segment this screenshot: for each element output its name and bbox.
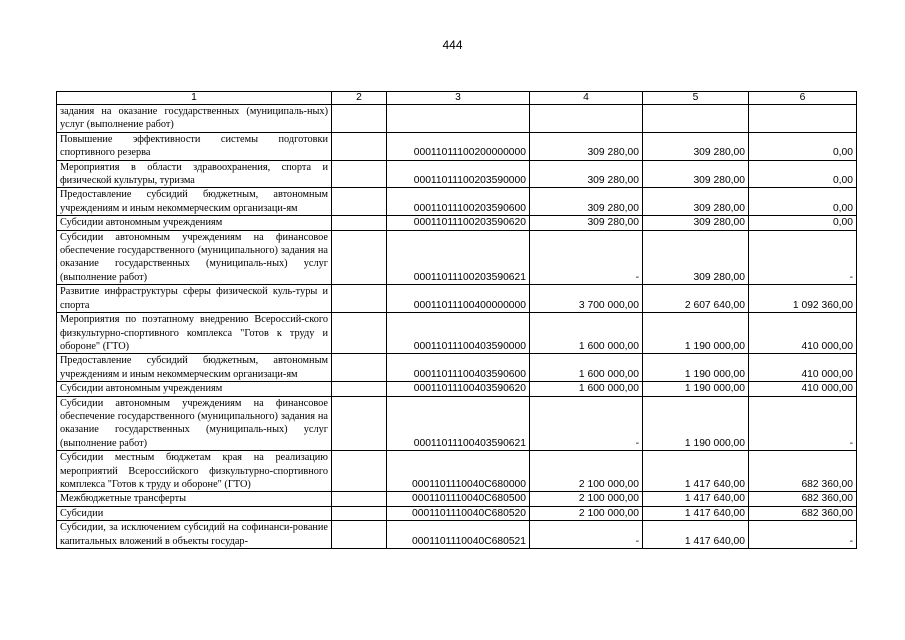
row-amount-col6: 0,00 — [749, 188, 857, 216]
row-amount-col5: 1 417 640,00 — [643, 492, 749, 506]
column-header: 6 — [749, 92, 857, 105]
row-description: Субсидии — [57, 506, 332, 520]
row-amount-col6: - — [749, 230, 857, 285]
row-amount-col6: 682 360,00 — [749, 451, 857, 492]
table-row — [57, 216, 857, 230]
row-amount-col4: 2 100 000,00 — [530, 492, 643, 506]
row-column-2 — [332, 382, 387, 396]
row-column-2 — [332, 506, 387, 520]
table-row — [57, 160, 857, 188]
row-amount-col5: 309 280,00 — [643, 132, 749, 160]
row-amount-col5: 1 417 640,00 — [643, 451, 749, 492]
row-amount-col5: 2 607 640,00 — [643, 285, 749, 313]
row-amount-col4: 1 600 000,00 — [530, 313, 643, 354]
row-amount-col6 — [749, 105, 857, 133]
row-description: Субсидии автономным учреждениям на финансовое обеспечение государственного (муниципального) задания на оказание государственных (муниципаль-ных) услуг (выполнение работ) — [57, 230, 332, 285]
table-row — [57, 382, 857, 396]
row-budget-code: 00011011100203590620 — [387, 216, 530, 230]
row-budget-code: 00011011100203590600 — [387, 188, 530, 216]
row-amount-col4: 3 700 000,00 — [530, 285, 643, 313]
row-amount-col6: 410 000,00 — [749, 354, 857, 382]
row-description: Развитие инфраструктуры сферы физической куль-туры и спорта — [57, 285, 332, 313]
row-amount-col6: 0,00 — [749, 132, 857, 160]
table-row — [57, 506, 857, 520]
row-budget-code: 00011011100200000000 — [387, 132, 530, 160]
table-row — [57, 396, 857, 451]
row-column-2 — [332, 354, 387, 382]
row-amount-col6: 410 000,00 — [749, 382, 857, 396]
row-amount-col5: 309 280,00 — [643, 230, 749, 285]
row-amount-col6: 682 360,00 — [749, 506, 857, 520]
row-column-2 — [332, 521, 387, 549]
row-budget-code: 0001101110040C680500 — [387, 492, 530, 506]
table-row — [57, 451, 857, 492]
row-description: Межбюджетные трансферты — [57, 492, 332, 506]
row-budget-code: 00011011100203590000 — [387, 160, 530, 188]
row-amount-col4: 309 280,00 — [530, 132, 643, 160]
row-budget-code: 00011011100400000000 — [387, 285, 530, 313]
row-amount-col4: - — [530, 521, 643, 549]
row-description: Субсидии местным бюджетам края на реализацию мероприятий Всероссийского физкультурно-спортивного комплекса "Готов к труду и обороне" (ГТО) — [57, 451, 332, 492]
row-budget-code: 0001101110040C680520 — [387, 506, 530, 520]
row-column-2 — [332, 492, 387, 506]
table-row — [57, 285, 857, 313]
row-column-2 — [332, 160, 387, 188]
row-amount-col4: 2 100 000,00 — [530, 451, 643, 492]
row-amount-col4: 309 280,00 — [530, 216, 643, 230]
page-number: 444 — [442, 38, 463, 52]
table-row — [57, 521, 857, 549]
row-amount-col5 — [643, 105, 749, 133]
row-amount-col4 — [530, 105, 643, 133]
row-column-2 — [332, 216, 387, 230]
row-amount-col4: - — [530, 230, 643, 285]
row-amount-col5: 1 417 640,00 — [643, 506, 749, 520]
row-amount-col4: 1 600 000,00 — [530, 382, 643, 396]
column-header: 2 — [332, 92, 387, 105]
row-description: Мероприятия по поэтапному внедрению Всероссий-ского физкультурно-спортивного комплекса "Готов к труду и обороне" (ГТО) — [57, 313, 332, 354]
row-description: Повышение эффективности системы подготовки спортивного резерва — [57, 132, 332, 160]
column-header: 1 — [57, 92, 332, 105]
row-description: Субсидии автономным учреждениям на финансовое обеспечение государственного (муниципального) задания на оказание государственных (муниципаль-ных) услуг (выполнение работ) — [57, 396, 332, 451]
row-description: Субсидии, за исключением субсидий на софинанси-рование капитальных вложений в объекты государ- — [57, 521, 332, 549]
column-header: 5 — [643, 92, 749, 105]
row-description: Мероприятия в области здравоохранения, спорта и физической культуры, туризма — [57, 160, 332, 188]
row-description: Предоставление субсидий бюджетным, автономным учреждениям и иным некоммерческим организаци-ям — [57, 354, 332, 382]
row-amount-col4: 309 280,00 — [530, 160, 643, 188]
row-description: Предоставление субсидий бюджетным, автономным учреждениям и иным некоммерческим организаци-ям — [57, 188, 332, 216]
row-amount-col5: 1 190 000,00 — [643, 354, 749, 382]
table-row — [57, 313, 857, 354]
row-budget-code: 00011011100403590620 — [387, 382, 530, 396]
row-column-2 — [332, 105, 387, 133]
row-amount-col6: 410 000,00 — [749, 313, 857, 354]
table-row — [57, 354, 857, 382]
row-column-2 — [332, 396, 387, 451]
row-description: Субсидии автономным учреждениям — [57, 216, 332, 230]
row-description: задания на оказание государственных (муниципаль-ных) услуг (выполнение работ) — [57, 105, 332, 133]
row-budget-code: 00011011100403590621 — [387, 396, 530, 451]
table-row — [57, 492, 857, 506]
row-amount-col6: - — [749, 521, 857, 549]
row-column-2 — [332, 188, 387, 216]
row-budget-code: 0001101110040C680000 — [387, 451, 530, 492]
budget-table — [56, 91, 857, 549]
row-amount-col5: 1 417 640,00 — [643, 521, 749, 549]
row-budget-code: 00011011100203590621 — [387, 230, 530, 285]
row-amount-col5: 309 280,00 — [643, 160, 749, 188]
row-amount-col6: - — [749, 396, 857, 451]
row-column-2 — [332, 230, 387, 285]
row-budget-code: 00011011100403590600 — [387, 354, 530, 382]
row-column-2 — [332, 132, 387, 160]
row-amount-col4: 309 280,00 — [530, 188, 643, 216]
row-amount-col6: 1 092 360,00 — [749, 285, 857, 313]
table-row — [57, 132, 857, 160]
column-header: 4 — [530, 92, 643, 105]
row-description: Субсидии автономным учреждениям — [57, 382, 332, 396]
row-amount-col5: 309 280,00 — [643, 188, 749, 216]
row-amount-col5: 1 190 000,00 — [643, 382, 749, 396]
table-header-row — [57, 92, 857, 105]
row-budget-code — [387, 105, 530, 133]
row-column-2 — [332, 285, 387, 313]
row-amount-col6: 0,00 — [749, 216, 857, 230]
row-column-2 — [332, 313, 387, 354]
row-budget-code: 00011011100403590000 — [387, 313, 530, 354]
table-row — [57, 105, 857, 133]
row-amount-col6: 0,00 — [749, 160, 857, 188]
table-row — [57, 188, 857, 216]
row-column-2 — [332, 451, 387, 492]
row-amount-col4: - — [530, 396, 643, 451]
row-amount-col5: 1 190 000,00 — [643, 396, 749, 451]
column-header: 3 — [387, 92, 530, 105]
row-amount-col5: 309 280,00 — [643, 216, 749, 230]
row-amount-col5: 1 190 000,00 — [643, 313, 749, 354]
row-amount-col4: 1 600 000,00 — [530, 354, 643, 382]
row-budget-code: 0001101110040C680521 — [387, 521, 530, 549]
row-amount-col4: 2 100 000,00 — [530, 506, 643, 520]
table-body — [57, 105, 857, 549]
table-row — [57, 230, 857, 285]
row-amount-col6: 682 360,00 — [749, 492, 857, 506]
